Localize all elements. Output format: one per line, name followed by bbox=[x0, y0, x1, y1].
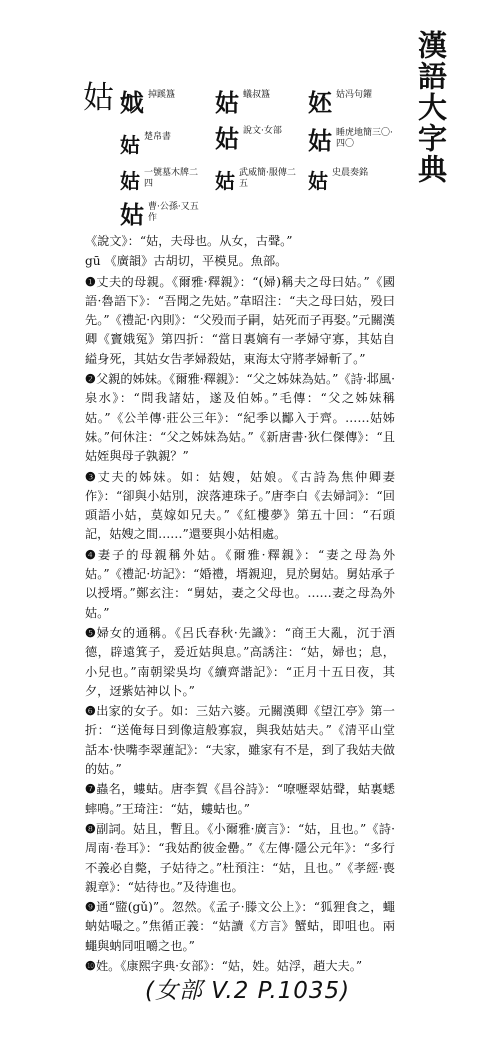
definition-text bbox=[85, 232, 395, 976]
paragraph: ❸丈夫的姊妹。如：姑嫂，姑娘。《古詩為焦仲卿妻作》：“卻與小姑別，淚落連珠子。”唐李白《去婦詞》：“回頭語小姑，莫嫁如兄夫。”《紅樓夢》第五十回：“石頭記，姑嫂之間……”還要與小姑相處。 bbox=[85, 469, 395, 542]
paragraph: ❼蟲名，螻蛄。唐李賀《昌谷詩》：“嘹嚦翠姑聲，蛄裏蟋蟀鳴。”王琦注：“姑，螻蛄也。” bbox=[85, 782, 395, 816]
glyph: 姑 bbox=[215, 124, 239, 153]
glyph-form bbox=[120, 132, 171, 158]
paragraph: ❺婦女的通稱。《呂氏春秋·先識》：“商王大亂，沉于酒德，辟遠箕子，爰近姑與息。”高誘注：“姑，婦也；息，小兒也。”南朝梁吳均《續齊諧記》：“正月十五日夜，其夕，迓紫姑神以卜。” bbox=[85, 625, 395, 698]
glyph: 姑 bbox=[120, 133, 140, 157]
glyph: 姑 bbox=[120, 169, 140, 193]
glyph-source: 武威簡·服傳二五 bbox=[239, 168, 296, 189]
glyph-form bbox=[308, 90, 372, 116]
glyph: 姑 bbox=[215, 169, 235, 193]
glyph-form bbox=[215, 168, 297, 194]
glyph-form bbox=[120, 202, 206, 228]
paragraph: ❹妻子的母親稱外姑。《爾雅·釋親》：“妻之母為外姑。”《禮記·坊記》：“婚禮，壻親迎，見於舅姑。舅姑承子以授壻。”鄭玄注：“舅姑，妻之父母也。……妻之母為外姑。” bbox=[85, 547, 396, 620]
head-character: 姑 bbox=[83, 80, 114, 116]
paragraph: ❶丈夫的母親。《爾雅·釋親》：“(婦)稱夫之母曰姑。”《國語·魯語下》：“吾聞之先姑。”韋昭注：“夫之母曰姑，殁曰先。”《禮記·內則》：“父殁而子嗣，姑死而子再娶。”元關漢卿《竇娥冤》第四折：“當日裏嫡有一孝婦守寡，其姑自縊身死，其姑女告孝婦殺姑，東海太守將孝婦斬了。” bbox=[85, 274, 395, 366]
glyph: 姑 bbox=[215, 88, 239, 117]
glyph-form bbox=[308, 128, 394, 154]
glyph: 㚰 bbox=[308, 88, 332, 117]
dictionary-title: 漢語大字典 bbox=[414, 30, 448, 185]
glyph-source: 睡虎地簡三〇·四〇 bbox=[336, 128, 393, 149]
paragraph: ❿姓。《康熙字典·女部》：“姑，姓。姑浮，趙大夫。” bbox=[85, 958, 363, 973]
paragraph: 《說文》：“姑，夫母也。从女，古聲。” bbox=[85, 234, 293, 248]
glyph-source: 楚帛書 bbox=[144, 132, 172, 142]
glyph: 姑 bbox=[120, 200, 144, 229]
glyph-form bbox=[308, 168, 368, 194]
glyph-form bbox=[215, 90, 270, 116]
glyph-form bbox=[215, 126, 282, 152]
glyph-form bbox=[120, 168, 202, 194]
glyph-form bbox=[120, 90, 175, 116]
glyph-source: 掉蹊簋 bbox=[148, 90, 176, 100]
glyph-source: 一號墓木牌二四 bbox=[144, 168, 199, 189]
paragraph: ❾通“盬(gǔ)”。忽然。《孟子·滕文公上》：“狐狸食之，蠅蚋姑嘬之。”焦循正義：“姑讀《方言》蟹蛄，即咀也。兩蠅與蚋同咀嚼之也。” bbox=[85, 900, 395, 953]
paragraph: ❻出家的女子。如：三姑六婆。元關漢卿《望江亭》第一折：“送俺每日到像這般寡寂，與我姑姑夫。”《清平山堂話本·快嘴李翠蓮記》：“夫家，雖家有不是，到了我姑夫做的姑。” bbox=[85, 704, 395, 777]
paragraph: gū 《廣韻》古胡切，平模見。魚部。 bbox=[85, 254, 288, 269]
glyph-source: 蟻叔簋 bbox=[243, 90, 271, 100]
glyph-source: 史晨奏銘 bbox=[332, 168, 369, 178]
glyph-source: 姑冯句鑃 bbox=[336, 90, 373, 100]
paragraph: ❷父親的姊妹。《爾雅·釋親》：“父之姊妹為姑。”《詩·邶風·泉水》：“問我諸姑，遂及伯姊。”毛傳：“父之姊妹稱姑。”《公羊傳·莊公三年》：“紀季以酅入于齊。……姑姊妹。”何休注：“父之姊妹為姑。”《新唐書·狄仁傑傳》：“且姑姪與母子孰親？” bbox=[85, 372, 395, 464]
glyph-forms-table bbox=[120, 90, 410, 230]
paragraph: ❽副詞。姑且，暫且。《小爾雅·廣言》：“姑，且也。”《詩·周南·卷耳》：“我姑酌彼金罍。”《左傳·隱公元年》：“多行不義必自斃，子姑待之。”杜預注：“姑，且也。”《孝經·喪親章》：“姑待也。”及待進也。 bbox=[85, 821, 395, 894]
glyph-source: 說文·女部 bbox=[243, 126, 282, 136]
glyph-source: 曹·公孫·又五作 bbox=[148, 202, 199, 223]
glyph: 姑 bbox=[308, 126, 332, 155]
handwritten-note: (女部 V.2 P.1035) bbox=[145, 978, 351, 1004]
glyph: 姑 bbox=[308, 169, 328, 193]
glyph: 𡛟 bbox=[120, 88, 144, 117]
